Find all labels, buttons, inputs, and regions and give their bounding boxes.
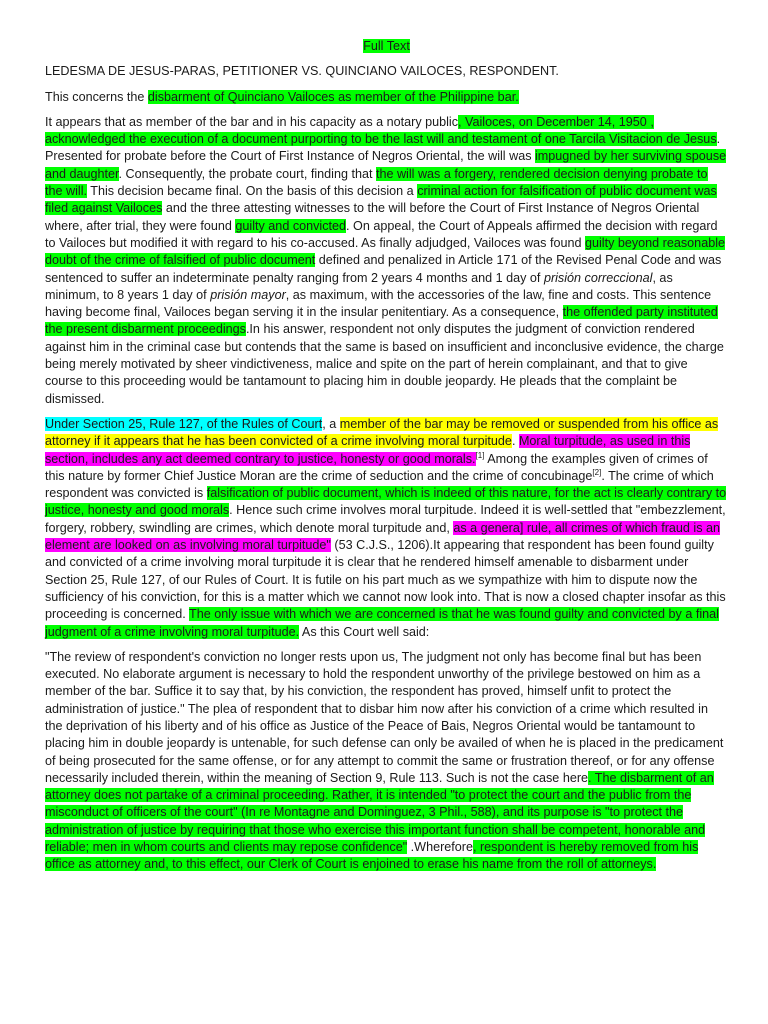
text-run: . bbox=[511, 434, 519, 449]
footnote-ref: [2] bbox=[592, 467, 602, 477]
highlighted-text: , Vailoces, on December 14, 1950 , acknowledged the execution of a document purporting to be the last will and testament of one Tarcila Visitacion de Jesus bbox=[45, 114, 717, 147]
text-run: It appears that as member of the bar and in his capacity as a notary public bbox=[45, 114, 459, 129]
paragraph bbox=[45, 649, 728, 874]
text-run: This decision became final. On the basis of this decision a bbox=[87, 184, 418, 199]
text-run: , as minimum, to 8 years 1 day of bbox=[45, 270, 673, 302]
highlighted-text: falsification of public document, which is indeed of this nature, for the act is clearly contrary to justice, honesty and good morals bbox=[45, 486, 727, 518]
italic-text: prisión mayor bbox=[210, 287, 286, 302]
highlighted-text: impugned by her surviving spouse and daughter bbox=[45, 149, 727, 181]
text-run: Among the examples given of crimes of this nature by former Chief Justice Moran are the crime of seduction and the crime of concubinage bbox=[45, 451, 708, 483]
document-body bbox=[45, 89, 728, 874]
text-run: (53 C.J.S., 1206). bbox=[330, 538, 434, 553]
highlighted-text: the will was a forgery, rendered decision denying probate to the will. bbox=[45, 166, 708, 199]
case-title: LEDESMA DE JESUS-PARAS, PETITIONER VS. QUINCIANO VAILOCES, RESPONDENT. bbox=[45, 64, 559, 79]
highlighted-text: as a genera] rule, all crimes of which fraud is an element are looked on as involving moral turpitude" bbox=[45, 520, 721, 553]
text-run: , as maximum, with the accessories of the law, fine and costs. This sentence having become final, Vailoces began serving it in the insular penitentiary. As a consequence, bbox=[45, 287, 712, 320]
text-run: .Wherefore bbox=[407, 840, 473, 855]
paragraph bbox=[45, 114, 728, 408]
highlighted-text: the offended party instituted the present disbarment proceedings bbox=[45, 305, 718, 337]
highlighted-text: guilty beyond reasonable doubt of the crime of falsified of public document bbox=[45, 235, 726, 268]
text-run: , a bbox=[322, 416, 340, 431]
italic-text: prisión correccional bbox=[543, 270, 653, 285]
highlighted-text: . The disbarment of an attorney does not partake of a criminal proceeding. Rather, it is intended "to protect the court and the public from the misconduct of officers of the court" (In re Montagne and Dominguez, 3 Phil., 588), and its purpose is "to protect the administration of justice by requiring that those who exercise this important function shall be competent, honorable and reliable; men in whom courts and clients may repose confidence" bbox=[45, 770, 714, 855]
footnote-ref: [1] bbox=[475, 450, 485, 460]
paragraph bbox=[45, 416, 728, 641]
highlighted-text: guilty and convicted bbox=[235, 218, 347, 233]
highlighted-text: disbarment of Quinciano Vailoces as member of the Philippine bar. bbox=[147, 89, 519, 104]
text-run: .In his answer, respondent not only disputes the judgment of conviction rendered against him in the criminal case but contends that the same is based on insufficient and inconclusive evidence, the charge being merely motivated by sheer vindictiveness, malice and spite on the part of herein complainant, and that to give course to this proceeding would be tantamount to placing him in double jeopardy. He pleads that the complaint be dismissed. bbox=[45, 322, 724, 406]
highlighted-text: The only issue with which we are concerned is that he was found guilty and convicted by a final judgment of a crime involving moral turpitude. bbox=[45, 607, 719, 639]
highlighted-text: criminal action for falsification of public document was filed against Vailoces bbox=[45, 184, 717, 216]
text-run: . Presented for probate before the Court of First Instance of Negros Oriental, the will was bbox=[45, 132, 721, 164]
text-run: defined and penalized in Article 171 of the Revised Penal Code and was sentenced to suffer an indeterminate penalty ranging from 2 years 4 months and 1 day of bbox=[45, 253, 722, 285]
highlighted-text: member of the bar may be removed or suspended from his office as attorney if it appears that he has been convicted of a crime involving moral turpitude bbox=[45, 416, 719, 449]
text-run: . On appeal, the Court of Appeals affirmed the decision with regard to Vailoces but modified it with regard to his co-accused. As finally adjudged, Vailoces was found bbox=[45, 218, 718, 250]
text-run: This concerns the bbox=[45, 89, 148, 104]
text-run: . The crime of which respondent was convicted is bbox=[45, 468, 714, 501]
text-run: . Consequently, the probate court, finding that bbox=[118, 166, 376, 181]
text-run: "The review of respondent's conviction no longer rests upon us, The judgment not only has become final but has been executed. No elaborate argument is necessary to hold the respondent unworthy of the privilege bestowed on him as a member of the bar. Suffice it to say that, by his conviction, the respondent has proved, himself unfit to protect the administration of justice." The plea of respondent that to disbar him now after his conviction of a crime which resulted in the deprivation of his liberty and of his office as Justice of the Peace of Bais, Negros Oriental would be tantamount to placing him in double jeopardy is untenable, for such defense can only be availed of when he is placed in the predicament of being prosecuted for the same offense, or for any attempt to commit the same or frustration thereof, or for any offense necessarily included therein, within the meaning of Section 9, Rule 113. Such is not the case here bbox=[45, 649, 724, 785]
paragraph bbox=[45, 89, 728, 106]
highlighted-text: Moral turpitude, as used in this section, includes any act deemed contrary to justice, honesty or good morals. bbox=[45, 434, 691, 466]
text-run: It appearing that respondent has been found guilty and convicted of a crime involving moral turpitude it is clear that he rendered himself amenable to disbarment under Section 25, Rule 127, of our Rules of Court. It is futile on his part much as we sympathize with him to dispute now the sufficiency of his conviction, for this is a matter which we cannot now look into. That is now a closed chapter insofar as this proceeding is concerned. bbox=[45, 538, 726, 622]
highlighted-text: , respondent is hereby removed from his office as attorney and, to this effect, our Clerk of Court is enjoined to erase his name from the roll of attorneys. bbox=[45, 840, 699, 872]
text-run: and the three attesting witnesses to the will before the Court of First Instance of Negros Oriental where, after trial, they were found bbox=[45, 201, 700, 233]
document-title: Full Text bbox=[363, 39, 410, 53]
text-run: As this Court well said: bbox=[299, 624, 430, 639]
text-run: . Hence such crime involves moral turpitude. Indeed it is well-settled that "embezzlement, forgery, robbery, swindling are crimes, which denote moral turpitude and, bbox=[45, 503, 726, 535]
highlighted-text: Under Section 25, Rule 127, of the Rules of Court bbox=[45, 416, 323, 431]
